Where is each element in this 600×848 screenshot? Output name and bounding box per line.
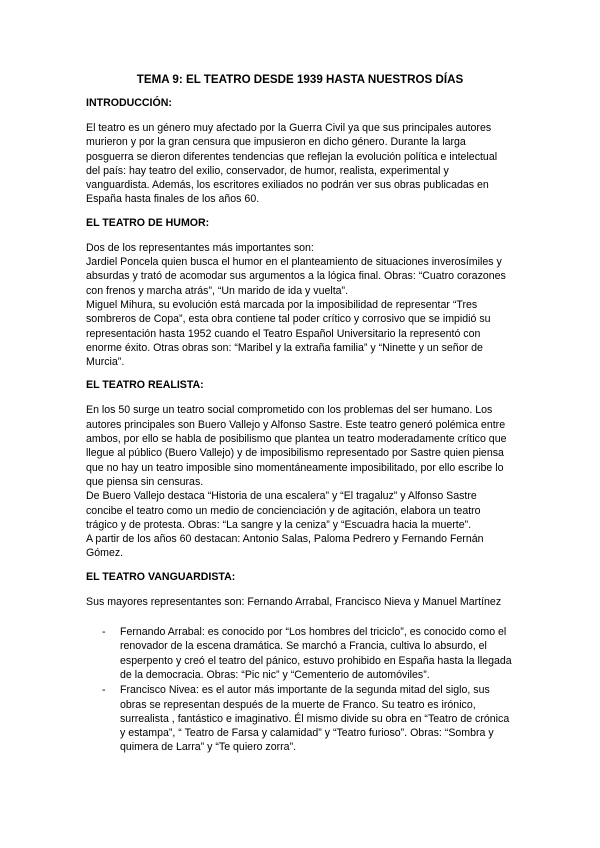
realista-sixties-paragraph: A partir de los años 60 destacan: Antonio Salas, Paloma Pedrero y Fernando Fernán Gómez. — [86, 533, 484, 560]
vanguardista-author-list — [86, 625, 514, 755]
realista-section — [86, 403, 514, 560]
list-item — [86, 683, 514, 754]
vanguardista-intro-paragraph: Sus mayores representantes son: Fernando Arrabal, Francisco Nieva y Manuel Martínez — [86, 595, 502, 608]
realista-heading: EL TEATRO REALISTA: — [86, 379, 204, 392]
vanguardista-heading: EL TEATRO VANGUARDISTA: — [86, 570, 236, 583]
humor-intro-paragraph: Dos de los representantes más importantes son: — [86, 241, 314, 254]
page-title: TEMA 9: EL TEATRO DESDE 1939 HASTA NUESTROS DÍAS — [136, 73, 464, 86]
humor-mihura-paragraph: Miguel Mihura, su evolución está marcada por la imposibilidad de representar “Tres sombreros de Copa”, esta obra contiene tal poder crítico y corrosivo que se impidió su representación hasta 1952 cuando el Teatro Español Universitario la representó con enorme éxito. Otras obras son: “Maribel y la extraña familia” y “Ninette y un señor de Murcia”. — [86, 298, 491, 369]
list-bullet: - — [102, 684, 106, 697]
realista-buero-paragraph: De Buero Vallejo destaca “Historia de una escalera” y “El tragaluz” y Alfonso Sastre concibe el teatro como un medio de concienciación y de agitación, elabora un teatro trágico y de protesta. Obras: “La sangre y la ceniza” y “Escuadra hacia la muerte”. — [86, 490, 481, 531]
list-item — [86, 625, 514, 682]
humor-heading: EL TEATRO DE HUMOR: — [86, 216, 210, 229]
humor-section — [86, 241, 514, 370]
list-item-text: Francisco Nivea: es el autor más importante de la segunda mitad del siglo, sus obras se representan después de la muerte de Franco. Su teatro es irónico, surrealista , fantástico e imaginativo. Él mismo divide su obra en “Teatro de crónica y estampa”, “ Teatro de Farsa y calamidad” y “Teatro furioso”. Obras: “Sombra y quimera de Larra” y “Te quiero zorra”. — [120, 684, 510, 754]
intro-paragraph: El teatro es un género muy afectado por la Guerra Civil ya que sus principales autores murieron y por la gran censura que impusieron en dicho género. Durante la larga posguerra se dieron diferentes tendencias que reflejan la evolución política e intelectual del país: hay teatro del exilio, conservador, de humor, realista, experimental y vanguardista. Además, los escritores exiliados no podrán ver sus obras publicadas en España hasta finales de los años 60. — [86, 122, 498, 206]
realista-intro-paragraph: En los 50 surge un teatro social comprometido con los problemas del ser humano. Los autores principales son Buero Vallejo y Alfonso Sastre. Este teatro generó polémica entre ambos, por ello se habla de posibilismo que plantea un teatro moderadamente crítico que llegue al público (Buero Vallejo) y de imposibilismo representado por Sastre quien piensa que no hay un teatro imposible sino momentáneamente imposibilitado, por ello escribe lo que piensa sin censuras. — [86, 404, 507, 488]
intro-heading: INTRODUCCIÓN: — [86, 97, 172, 109]
list-item-text: Fernando Arrabal: es conocido por “Los hombres del triciclo”, es conocido como el renovador de la escena dramática. Se marchó a Francia, cultiva lo absurdo, el esperpento y creó el teatro del pánico, estuvo prohibido en España hasta la llegada de la democracia. Obras: “Pic nic” y “Cementerio de automóviles”. — [120, 626, 512, 681]
humor-jardiel-paragraph: Jardiel Poncela quien busca el humor en el planteamiento de situaciones inverosímiles y absurdas y trató de acomodar sus argumentos a la lógica final. Obras: “Cuatro corazones con frenos y marcha atrás”, “Un marido de ida y vuelta”. — [86, 256, 506, 297]
list-bullet: - — [102, 626, 106, 639]
